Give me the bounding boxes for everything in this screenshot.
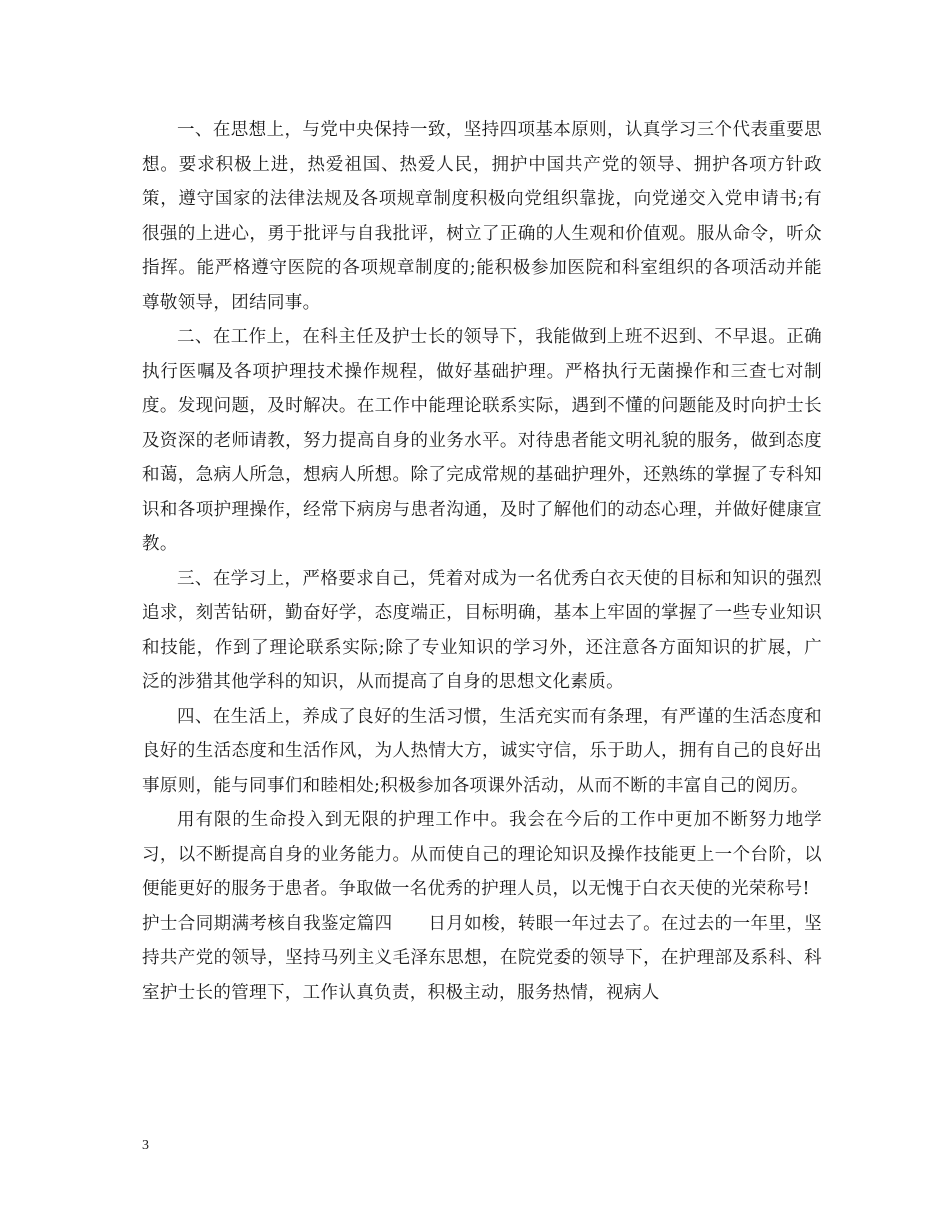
- page-number: 3: [142, 1138, 149, 1153]
- paragraph-section-four: 护士合同期满考核自我鉴定篇四 日月如梭，转眼一年过去了。在过去的一年里，坚持共产党的领导，坚持马列主义毛泽东思想，在院党委的领导下，在护理部及系科、科室护士长的管理下，工作认真负责，积极主动，服务热情，视病人: [142, 913, 822, 1003]
- paragraph-life: 四、在生活上，养成了良好的生活习惯，生活充实而有条理，有严谨的生活态度和良好的生活态度和生活作风，为人热情大方，诚实守信，乐于助人，拥有自己的良好出事原则，能与同事们和睦相处;积极参加各项课外活动，从而不断的丰富自己的阅历。: [142, 706, 822, 796]
- paragraph-study: 三、在学习上，严格要求自己，凭着对成为一名优秀白衣天使的目标和知识的强烈追求，刻苦钻研，勤奋好学，态度端正，目标明确，基本上牢固的掌握了一些专业知识和技能，作到了理论联系实际;除了专业知识的学习外，还注意各方面知识的扩展，广泛的涉猎其他学科的知识，从而提高了自身的思想文化素质。: [142, 568, 822, 692]
- paragraph-conclusion: 用有限的生命投入到无限的护理工作中。我会在今后的工作中更加不断努力地学习，以不断提高自身的业务能力。从而使自己的理论知识及操作技能更上一个台阶，以便能更好的服务于患者。争取做一名优秀的护理人员，以无愧于白衣天使的光荣称号!: [142, 810, 822, 899]
- paragraph-ideology: 一、在思想上，与党中央保持一致，坚持四项基本原则，认真学习三个代表重要思想。要求积极上进，热爱祖国、热爱人民，拥护中国共产党的领导、拥护各项方针政策，遵守国家的法律法规及各项规章制度积极向党组织靠拢，向党递交入党申请书;有很强的上进心，勇于批评与自我批评，树立了正确的人生观和价值观。服从命令，听众指挥。能严格遵守医院的各项规章制度的;能积极参加医院和科室组织的各项活动并能尊敬领导，团结同事。: [142, 120, 822, 313]
- paragraph-work: 二、在工作上，在科主任及护士长的领导下，我能做到上班不迟到、不早退。正确执行医嘱及各项护理技术操作规程，做好基础护理。严格执行无菌操作和三查七对制度。发现问题，及时解决。在工作中能理论联系实际，遇到不懂的问题能及时向护士长及资深的老师请教，努力提高自身的业务水平。对待患者能文明礼貌的服务，做到态度和蔼，急病人所急，想病人所想。除了完成常规的基础护理外，还熟练的掌握了专科知识和各项护理操作，经常下病房与患者沟通，及时了解他们的动态心理，并做好健康宣教。: [142, 327, 822, 554]
- document-body: [142, 113, 822, 1010]
